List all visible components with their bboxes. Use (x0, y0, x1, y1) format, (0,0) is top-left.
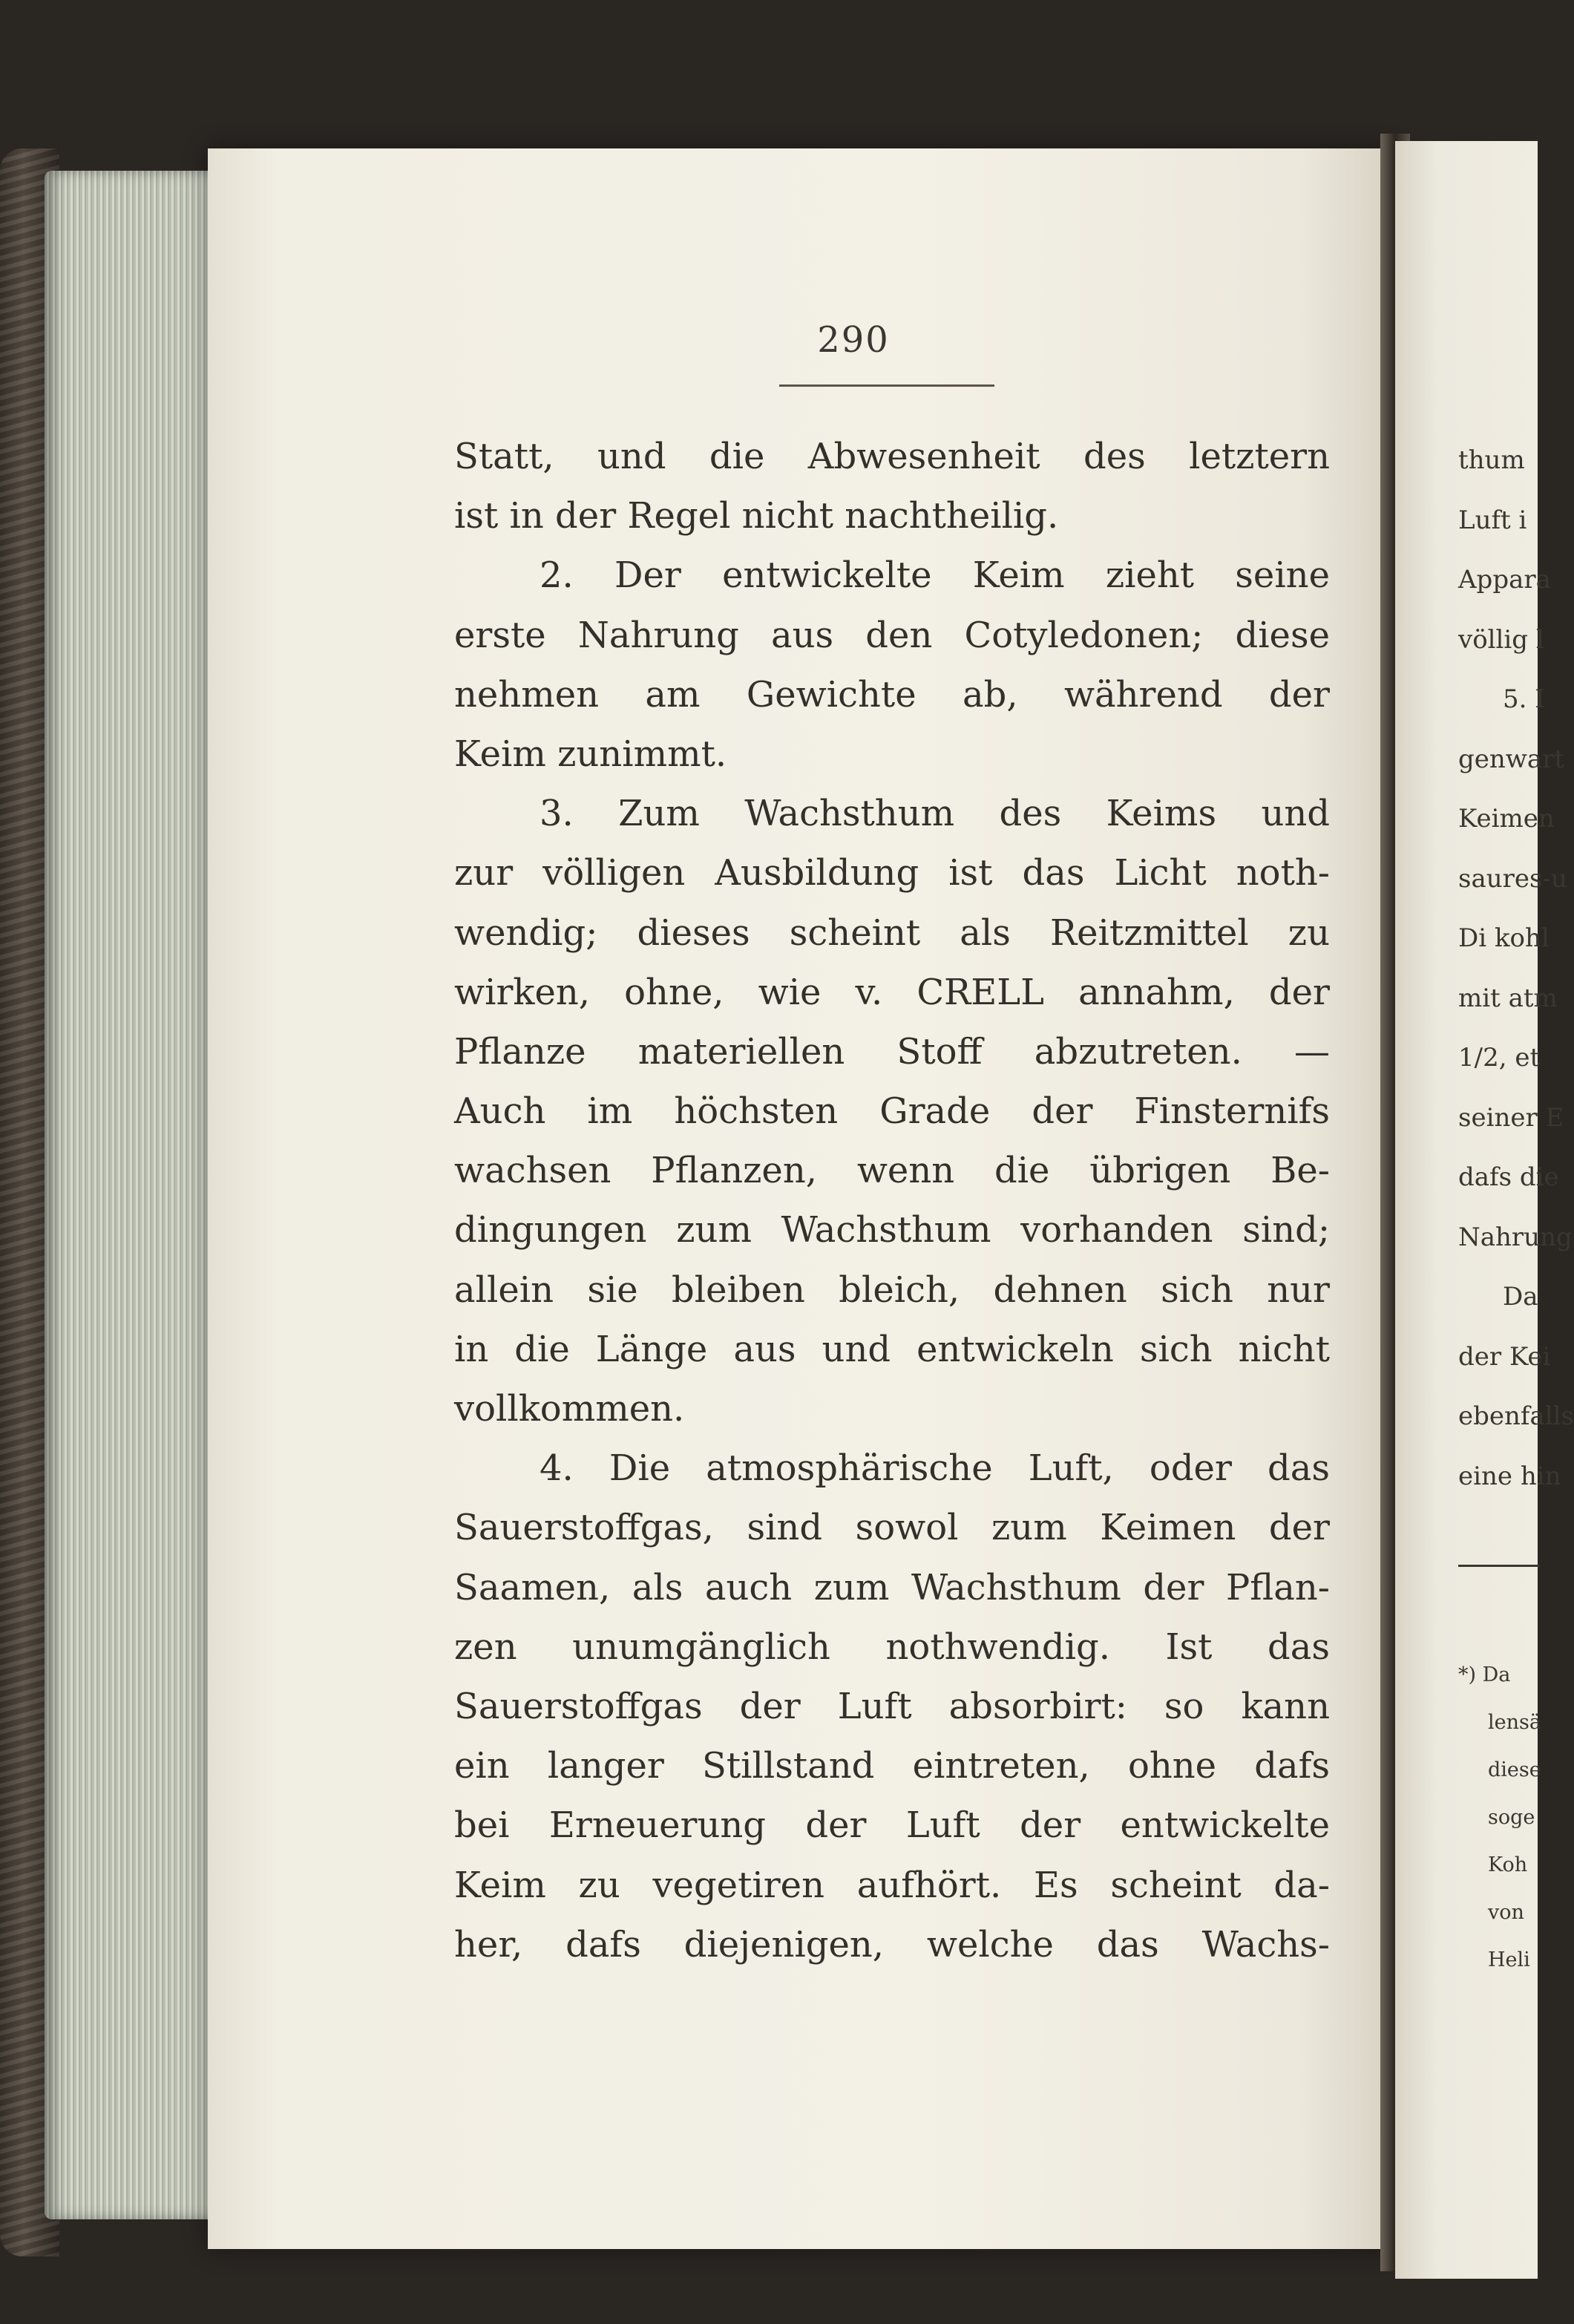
right-page-line: mit atm (1458, 983, 1558, 1013)
right-page-line: Luft i (1458, 505, 1527, 535)
right-page-line: saures-u (1458, 863, 1567, 894)
right-page-line: seiner E (1458, 1102, 1564, 1133)
right-page-line: Nahrung (1458, 1222, 1573, 1252)
text-line: her, dafs diejenigen, welche das Wachs- (454, 1923, 1330, 1965)
text-line: ein langer Stillstand eintreten, ohne dafs (454, 1745, 1330, 1787)
text-line: wendig; dieses scheint als Reitzmittel zu (454, 911, 1330, 954)
text-line: Sauerstoffgas, sind sowol zum Keimen der (454, 1507, 1330, 1549)
right-page-line: völlig l (1458, 624, 1544, 655)
right-page-line: Da (1503, 1282, 1538, 1312)
right-page-line: eine hin (1458, 1461, 1561, 1491)
right-page-line: Keimen (1458, 804, 1555, 834)
text-line: in die Länge aus und entwickeln sich nicht (454, 1328, 1330, 1370)
text-line: Auch im höchsten Grade der Finsternifs (454, 1090, 1330, 1133)
right-page-line: 5. I (1503, 684, 1545, 714)
text-line: 4. Die atmosphärische Luft, oder das (540, 1447, 1330, 1490)
page-edges (45, 171, 215, 2219)
text-line: ist in der Regel nicht nachtheilig. (454, 495, 1059, 537)
page-number: 290 (817, 319, 890, 361)
text-line: Keim zunimmt. (454, 733, 727, 775)
text-line: Sauerstoffgas der Luft absorbirt: so kann (454, 1685, 1330, 1727)
text-line: vollkommen. (454, 1388, 685, 1430)
footnote-line: lensä (1488, 1711, 1541, 1734)
text-line: bei Erneuerung der Luft der entwickelte (454, 1804, 1330, 1847)
right-page-text (1458, 431, 1574, 1506)
right-page-line: Di kohl (1458, 923, 1550, 953)
footnote-line: von (1488, 1901, 1524, 1924)
text-line: nehmen am Gewichte ab, während der (454, 673, 1330, 716)
right-page-line: der Kei (1458, 1341, 1551, 1372)
text-line: Saamen, als auch zum Wachsthum der Pflan- (454, 1566, 1330, 1608)
text-line: zen unumgänglich nothwendig. Ist das (454, 1626, 1330, 1668)
right-page-line: thum (1458, 445, 1525, 475)
right-page-line: dafs die (1458, 1162, 1559, 1192)
text-line: allein sie bleiben bleich, dehnen sich nur (454, 1269, 1330, 1311)
text-line: wachsen Pflanzen, wenn die übrigen Be- (454, 1150, 1330, 1192)
text-line: wirken, ohne, wie v. CRELL annahm, der (454, 971, 1330, 1013)
body-text (454, 427, 1330, 1974)
footnote-line: diese (1488, 1758, 1541, 1781)
text-line: dingungen zum Wachsthum vorhanden sind; (454, 1209, 1330, 1251)
text-line: 2. Der entwickelte Keim zieht seine (540, 554, 1330, 597)
footnote-line: soge (1488, 1806, 1535, 1829)
right-page-line: 1/2, et (1458, 1043, 1541, 1073)
text-line: 3. Zum Wachsthum des Keims und (540, 793, 1330, 835)
footnote-line: *) Da (1458, 1663, 1511, 1686)
text-line: zur völligen Ausbildung ist das Licht noth- (454, 852, 1330, 894)
text-line: Pflanze materiellen Stoff abzutreten. — (454, 1030, 1330, 1073)
footnote-line: Koh (1488, 1853, 1528, 1876)
text-line: Statt, und die Abwesenheit des letztern (454, 436, 1330, 477)
right-page-line: genwart (1458, 744, 1565, 774)
footnote-rule (1458, 1565, 1540, 1567)
header-rule (779, 384, 994, 387)
text-line: Keim zu vegetiren aufhört. Es scheint da- (454, 1864, 1330, 1906)
right-page-line: ebenfalls (1458, 1401, 1574, 1431)
text-line: erste Nahrung aus den Cotyledonen; diese (454, 614, 1330, 656)
right-page-line: Appara (1458, 565, 1551, 595)
footnote-line: Heli (1488, 1948, 1530, 1971)
right-page-footnote (1458, 1652, 1540, 1984)
